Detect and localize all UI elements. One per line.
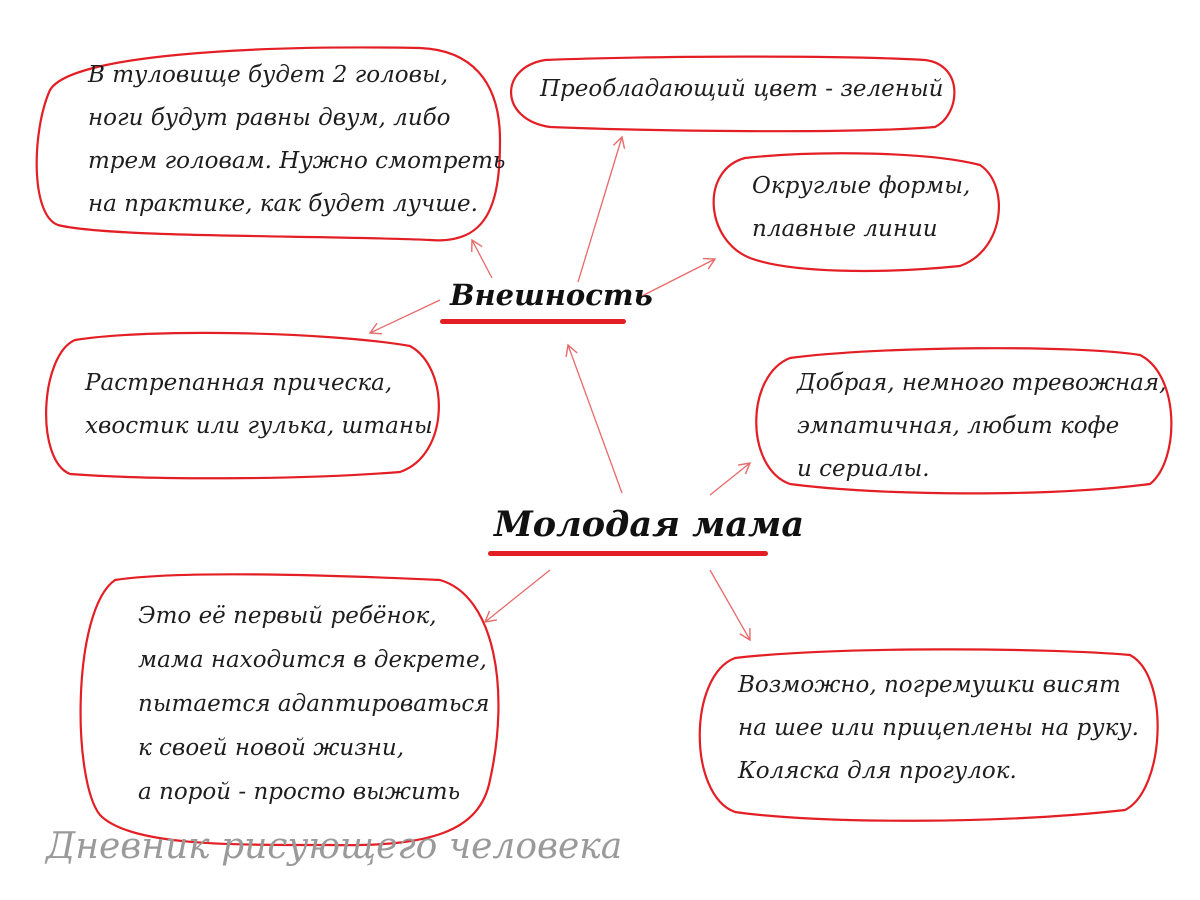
arrow-to-first-child <box>485 570 550 622</box>
central-topic: Молодая мама <box>494 504 805 545</box>
note-rattles: Возможно, погремушки висят на шее или прицеплены на руку. Коляска для прогулок. <box>738 672 1139 784</box>
arrow-to-dominant-color <box>578 137 622 282</box>
appearance-underline <box>440 319 626 324</box>
note-first-child: Это её первый ребёнок, мама находится в декрете, пытается адаптироваться к своей новой жизни, а порой - просто выжить <box>138 603 490 805</box>
note-body-shape: В туловище будет 2 головы, ноги будут равны двум, либо трем головам. Нужно смотреть на практике, как будет лучше. <box>88 62 506 217</box>
note-round-shapes: Округлые формы, плавные линии <box>752 173 971 242</box>
appearance-topic: Внешность <box>450 278 653 312</box>
note-hairstyle: Растрепанная прическа, хвостик или гулька, штаны <box>85 370 433 439</box>
note-personality: Добрая, немного тревожная, эмпатичная, любит кофе и сериалы. <box>797 370 1167 482</box>
note-dominant-color: Преобладающий цвет - зеленый <box>540 76 944 102</box>
central-underline <box>488 551 768 556</box>
arrow-to-personality <box>710 463 750 495</box>
watermark: Дневник рисующего человека <box>46 826 623 867</box>
arrow-to-hairstyle <box>370 300 440 333</box>
arrow-to-rattles <box>710 570 750 640</box>
arrow-to-body-shape <box>472 240 492 278</box>
arrow-to-appearance <box>568 345 622 493</box>
